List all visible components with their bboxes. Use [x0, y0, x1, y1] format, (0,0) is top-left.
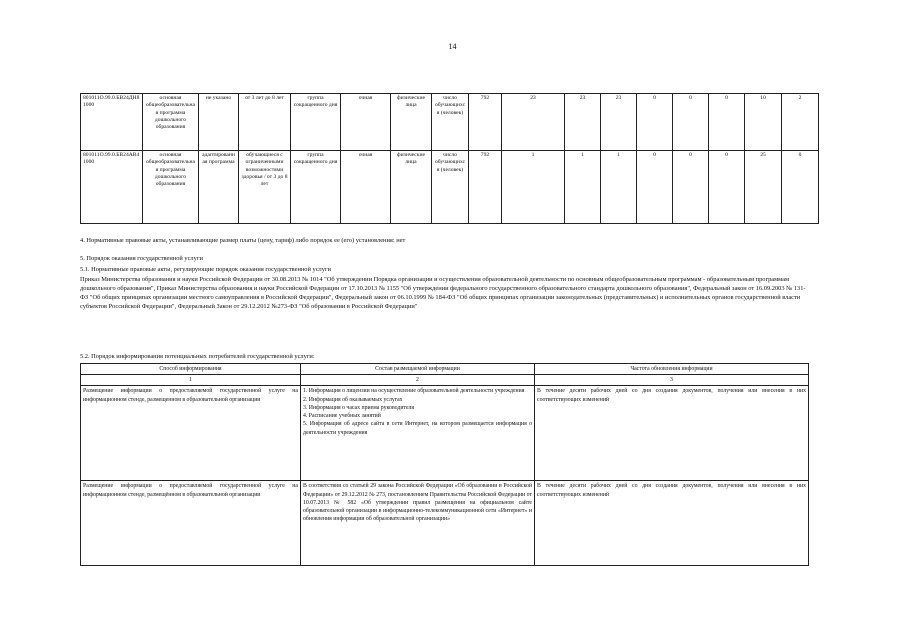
value-cell: 2 [782, 94, 819, 151]
form-cell: очная [341, 151, 391, 224]
value-cell: 0 [673, 94, 709, 151]
value-cell: 10 [745, 94, 782, 151]
frequency-cell: В течение десяти рабочих дней со дня создания документов, получения или внесения в них соответствующих изменений [535, 481, 809, 566]
value-cell: 0 [709, 94, 745, 151]
value-cell: 0 [637, 94, 673, 151]
form-cell: очная [341, 94, 391, 151]
okei-cell: 792 [469, 94, 502, 151]
standard-cell: не указано [199, 94, 239, 151]
section-5-1-text: Приказ Министерства образования и науки Российской Федерации от 30.08.2013 № 1014 "Об утверждении Порядка организации и осуществления образовательной деятельности по основным общеобразовательным программам - образовательным программам дошкольного образования", Приказ Министерства образования и науки Российской Федерации от 17.10.2013 № 1155 "Об утверждении федерального государственного образовательного стандарта дошкольного образования", Федеральный закон от 16.09.2003 № 131-ФЗ "Об общих принципах организации местного самоуправления в Российской Федерации", Федеральный закон от 06.10.1999 № 184-ФЗ "Об общих принципах организации законодательных (представительных) и исполнительных органов государственной власти субъектов Российской Федерации", Федеральный Закон от 29.12.2012 №273-ФЗ "Об образовании в Российской Федерации" [80, 276, 806, 311]
service-volume-table [80, 93, 819, 224]
list-item: 2. Информация об оказываемых услугах [303, 396, 403, 403]
list-item: В соответствии со статьей 29 закона Российской Федерации «Об образовании в Российской Федерации» от 29.12.2012 № 273, постановлением Правительства Российской Федерации от 10.07.2013 № 582 «Об утверждении правил размещения на официальном сайте образовательной организации в информационно-телекоммуникационной сети «Интернет» и обновления информации об образовательной организации» [303, 483, 532, 523]
value-cell: 23 [565, 94, 601, 151]
age-cell: от 3 лет до 8 лет [239, 94, 291, 151]
column-header: Состав размещаемой информации [301, 364, 535, 375]
method-cell: Размещение информации о предоставляемой государственной услуге на информационном стенде, размещённом в образовательной организации [81, 481, 301, 566]
value-cell: 23 [502, 94, 565, 151]
table-number-row [81, 375, 809, 386]
column-header: Частота обновления информации [535, 364, 809, 375]
column-number: 3 [535, 375, 809, 386]
unit-cell: число обучающихся (человек) [432, 151, 469, 224]
table-row [81, 386, 809, 481]
value-cell: 1 [502, 151, 565, 224]
information-table [80, 363, 809, 566]
method-cell: Размещение информации о предоставляемой государственной услуге на информационном стенде, размещенном в образовательной организации [81, 386, 301, 481]
list-item: 4. Расписание учебных занятий [303, 413, 381, 420]
value-cell: 0 [673, 151, 709, 224]
value-cell: 1 [601, 151, 637, 224]
category-cell: физические лица [391, 151, 432, 224]
section-5-1-title: 5.1. Нормативные правовые акты, регулирующие порядок оказания государственной услуги [80, 266, 331, 273]
content-cell [301, 481, 535, 566]
okei-cell: 792 [469, 151, 502, 224]
table-row [81, 94, 819, 151]
value-cell: 0 [637, 151, 673, 224]
value-cell: 0 [782, 151, 819, 224]
table-header-row [81, 364, 809, 375]
age-cell: обучающиеся с ограниченными возможностями здоровья / от 3 до 8 лет [239, 151, 291, 224]
registry-code-cell: 801011О.99.0.БВ24АВ41000 [81, 151, 143, 224]
content-cell [301, 386, 535, 481]
value-cell: 23 [601, 94, 637, 151]
unit-cell: число обучающихся (человек) [432, 94, 469, 151]
table-row [81, 151, 819, 224]
page-number: 14 [448, 42, 457, 51]
section-5-2-title: 5.2. Порядок информирования потенциальных потребителей государственной услуги: [80, 353, 315, 360]
table-row [81, 481, 809, 566]
value-cell: 25 [745, 151, 782, 224]
section-4-text: 4. Нормативные правовые акты, устанавливающие размер платы (цену, тариф) либо порядок ее (его) установления: нет [80, 237, 406, 244]
frequency-cell: В течение десяти рабочих дней со дня создания документов, получения или внесения в них соответствующих изменений [535, 386, 809, 481]
list-item: 1. Информация о лицензии на осуществление образовательной деятельности учреждения [303, 388, 525, 395]
section-5-title: 5. Порядок оказания государственной услуги [80, 255, 203, 262]
standard-cell: адаптированная программа [199, 151, 239, 224]
program-cell: основная общеобразовательная программа дошкольного образования [143, 94, 199, 151]
value-cell: 1 [565, 151, 601, 224]
column-number: 1 [81, 375, 301, 386]
column-header: Способ информирования [81, 364, 301, 375]
program-cell: основная общеобразовательная программа дошкольного образования [143, 151, 199, 224]
group-cell: группа сокращенного дня [291, 151, 341, 224]
group-cell: группа сокращенного дня [291, 94, 341, 151]
column-number: 2 [301, 375, 535, 386]
registry-code-cell: 801011О.99.0.БВ24ДН81000 [81, 94, 143, 151]
category-cell: физические лица [391, 94, 432, 151]
value-cell: 0 [709, 151, 745, 224]
list-item: 5. Информация об адресе сайта в сети Интернет, на котором размещается информация о деятельности учреждения [303, 421, 532, 436]
list-item: 3. Информация о часах приема руководителя [303, 404, 415, 411]
